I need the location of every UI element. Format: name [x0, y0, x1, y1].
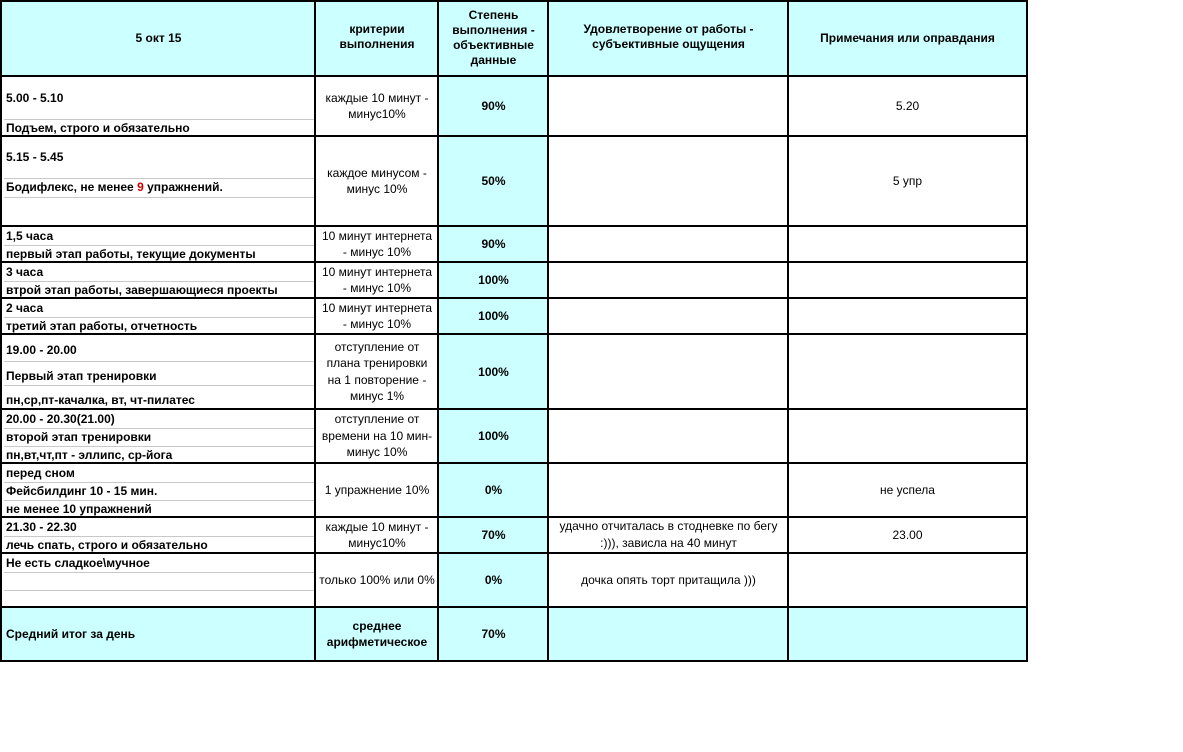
- task-line: 1,5 часа: [6, 229, 54, 243]
- table-bottom-border: [0, 660, 1028, 662]
- task-line: Подъем, строго и обязательно: [4, 119, 315, 135]
- satisfaction-cell[interactable]: удачно отчиталась в стодневке по бегу :))), зависла на 40 минут: [547, 516, 788, 552]
- task-line: пн,ср,пт-качалка, вт, чт-пилатес: [4, 385, 315, 408]
- header-degree[interactable]: Степень выполнения - объективные данные: [437, 0, 548, 75]
- total-label-text: Средний итог за день: [6, 627, 136, 641]
- task-line: [4, 197, 315, 215]
- task-line: [4, 572, 315, 590]
- satisfaction-cell[interactable]: [547, 75, 788, 135]
- task-cell[interactable]: [0, 552, 315, 606]
- satisfaction-cell[interactable]: [547, 261, 788, 297]
- percent-cell[interactable]: 90%: [437, 75, 548, 135]
- table-row: [0, 261, 1028, 297]
- note-cell[interactable]: 23.00: [787, 516, 1028, 552]
- table-row: [0, 333, 1028, 408]
- task-line: 2 часа: [6, 301, 44, 315]
- criteria-cell[interactable]: каждые 10 минут - минус10%: [314, 516, 438, 552]
- task-cell[interactable]: [0, 75, 315, 135]
- task-line-part: Бодифлекс, не менее: [6, 180, 138, 194]
- header-satisfaction[interactable]: Удовлетворение от работы - субъективные ощущения: [547, 0, 788, 75]
- task-line: перед сном: [6, 466, 75, 480]
- table-row: [0, 552, 1028, 606]
- task-cell[interactable]: [0, 135, 315, 225]
- table-row: [0, 462, 1028, 516]
- criteria-cell[interactable]: 10 минут интернета - минус 10%: [314, 225, 438, 261]
- criteria-cell[interactable]: 10 минут интернета - минус 10%: [314, 297, 438, 333]
- table-row: [0, 516, 1028, 552]
- table-row: [0, 408, 1028, 462]
- percent-cell[interactable]: 100%: [437, 261, 548, 297]
- percent-cell[interactable]: 90%: [437, 225, 548, 261]
- criteria-cell[interactable]: 10 минут интернета - минус 10%: [314, 261, 438, 297]
- total-percent[interactable]: 70%: [437, 606, 548, 660]
- satisfaction-cell[interactable]: [547, 408, 788, 462]
- percent-cell[interactable]: 100%: [437, 333, 548, 408]
- task-cell[interactable]: [0, 333, 315, 408]
- task-line: лечь спать, строго и обязательно: [4, 536, 315, 552]
- note-cell[interactable]: 5.20: [787, 75, 1028, 135]
- task-cell[interactable]: [0, 516, 315, 552]
- task-line: втрой этап работы, завершающиеся проекты: [4, 281, 315, 297]
- satisfaction-cell[interactable]: [547, 297, 788, 333]
- criteria-cell[interactable]: отступление от времени на 10 мин- минус 10%: [314, 408, 438, 462]
- task-cell[interactable]: [0, 462, 315, 516]
- task-line: не менее 10 упражнений: [4, 500, 315, 516]
- percent-cell[interactable]: 0%: [437, 552, 548, 606]
- task-line: первый этап работы, текущие документы: [4, 245, 315, 261]
- satisfaction-cell[interactable]: [547, 333, 788, 408]
- table-row: [0, 297, 1028, 333]
- percent-cell[interactable]: 100%: [437, 297, 548, 333]
- note-cell[interactable]: не успела: [787, 462, 1028, 516]
- task-line: 5.15 - 5.45: [6, 150, 64, 164]
- task-cell[interactable]: [0, 297, 315, 333]
- task-line: второй этап тренировки: [4, 428, 315, 446]
- table-row: [0, 135, 1028, 225]
- note-cell[interactable]: [787, 552, 1028, 606]
- header-notes[interactable]: Примечания или оправдания: [787, 0, 1028, 75]
- criteria-cell[interactable]: только 100% или 0%: [314, 552, 438, 606]
- total-note[interactable]: [787, 606, 1028, 660]
- criteria-cell[interactable]: 1 упражнение 10%: [314, 462, 438, 516]
- total-label[interactable]: [0, 606, 315, 660]
- note-cell[interactable]: [787, 333, 1028, 408]
- percent-cell[interactable]: 50%: [437, 135, 548, 225]
- note-cell[interactable]: [787, 225, 1028, 261]
- task-line-part: упражнений.: [143, 180, 223, 194]
- task-line: 20.00 - 20.30(21.00): [6, 412, 115, 426]
- total-satisfaction[interactable]: [547, 606, 788, 660]
- satisfaction-cell[interactable]: [547, 135, 788, 225]
- task-line: 21.30 - 22.30: [6, 520, 77, 534]
- task-line: 5.00 - 5.10: [6, 91, 64, 105]
- satisfaction-cell[interactable]: дочка опять торт притащила ))): [547, 552, 788, 606]
- task-line: Первый этап тренировки: [4, 361, 315, 385]
- percent-cell[interactable]: 0%: [437, 462, 548, 516]
- task-cell[interactable]: [0, 408, 315, 462]
- header-date[interactable]: 5 окт 15: [0, 0, 315, 75]
- satisfaction-cell[interactable]: [547, 225, 788, 261]
- task-line: Не есть сладкое\мучное: [6, 556, 150, 570]
- highlight-number: 9: [137, 180, 144, 194]
- header-criteria[interactable]: критерии выполнения: [314, 0, 438, 75]
- task-cell[interactable]: [0, 261, 315, 297]
- task-line: пн,вт,чт,пт - эллипс, ср-йога: [4, 446, 315, 462]
- satisfaction-cell[interactable]: [547, 462, 788, 516]
- task-line: третий этап работы, отчетность: [4, 317, 315, 333]
- task-line: [4, 178, 315, 196]
- criteria-cell[interactable]: каждые 10 минут - минус10%: [314, 75, 438, 135]
- note-cell[interactable]: 5 упр: [787, 135, 1028, 225]
- percent-cell[interactable]: 70%: [437, 516, 548, 552]
- task-line: 3 часа: [6, 265, 44, 279]
- total-criteria[interactable]: среднее арифметическое: [314, 606, 438, 660]
- task-cell[interactable]: [0, 225, 315, 261]
- task-line: [4, 590, 315, 606]
- table-row: [0, 225, 1028, 261]
- total-row: [0, 606, 1028, 660]
- table-row: [0, 75, 1028, 135]
- criteria-cell[interactable]: каждое минусом - минус 10%: [314, 135, 438, 225]
- note-cell[interactable]: [787, 261, 1028, 297]
- header-row: [0, 0, 1028, 75]
- note-cell[interactable]: [787, 297, 1028, 333]
- task-line: 19.00 - 20.00: [6, 343, 77, 357]
- task-line: Фейсбилдинг 10 - 15 мин.: [4, 482, 315, 500]
- percent-cell[interactable]: 100%: [437, 408, 548, 462]
- note-cell[interactable]: [787, 408, 1028, 462]
- criteria-cell[interactable]: отступление от плана тренировки на 1 повторение - минус 1%: [314, 333, 438, 408]
